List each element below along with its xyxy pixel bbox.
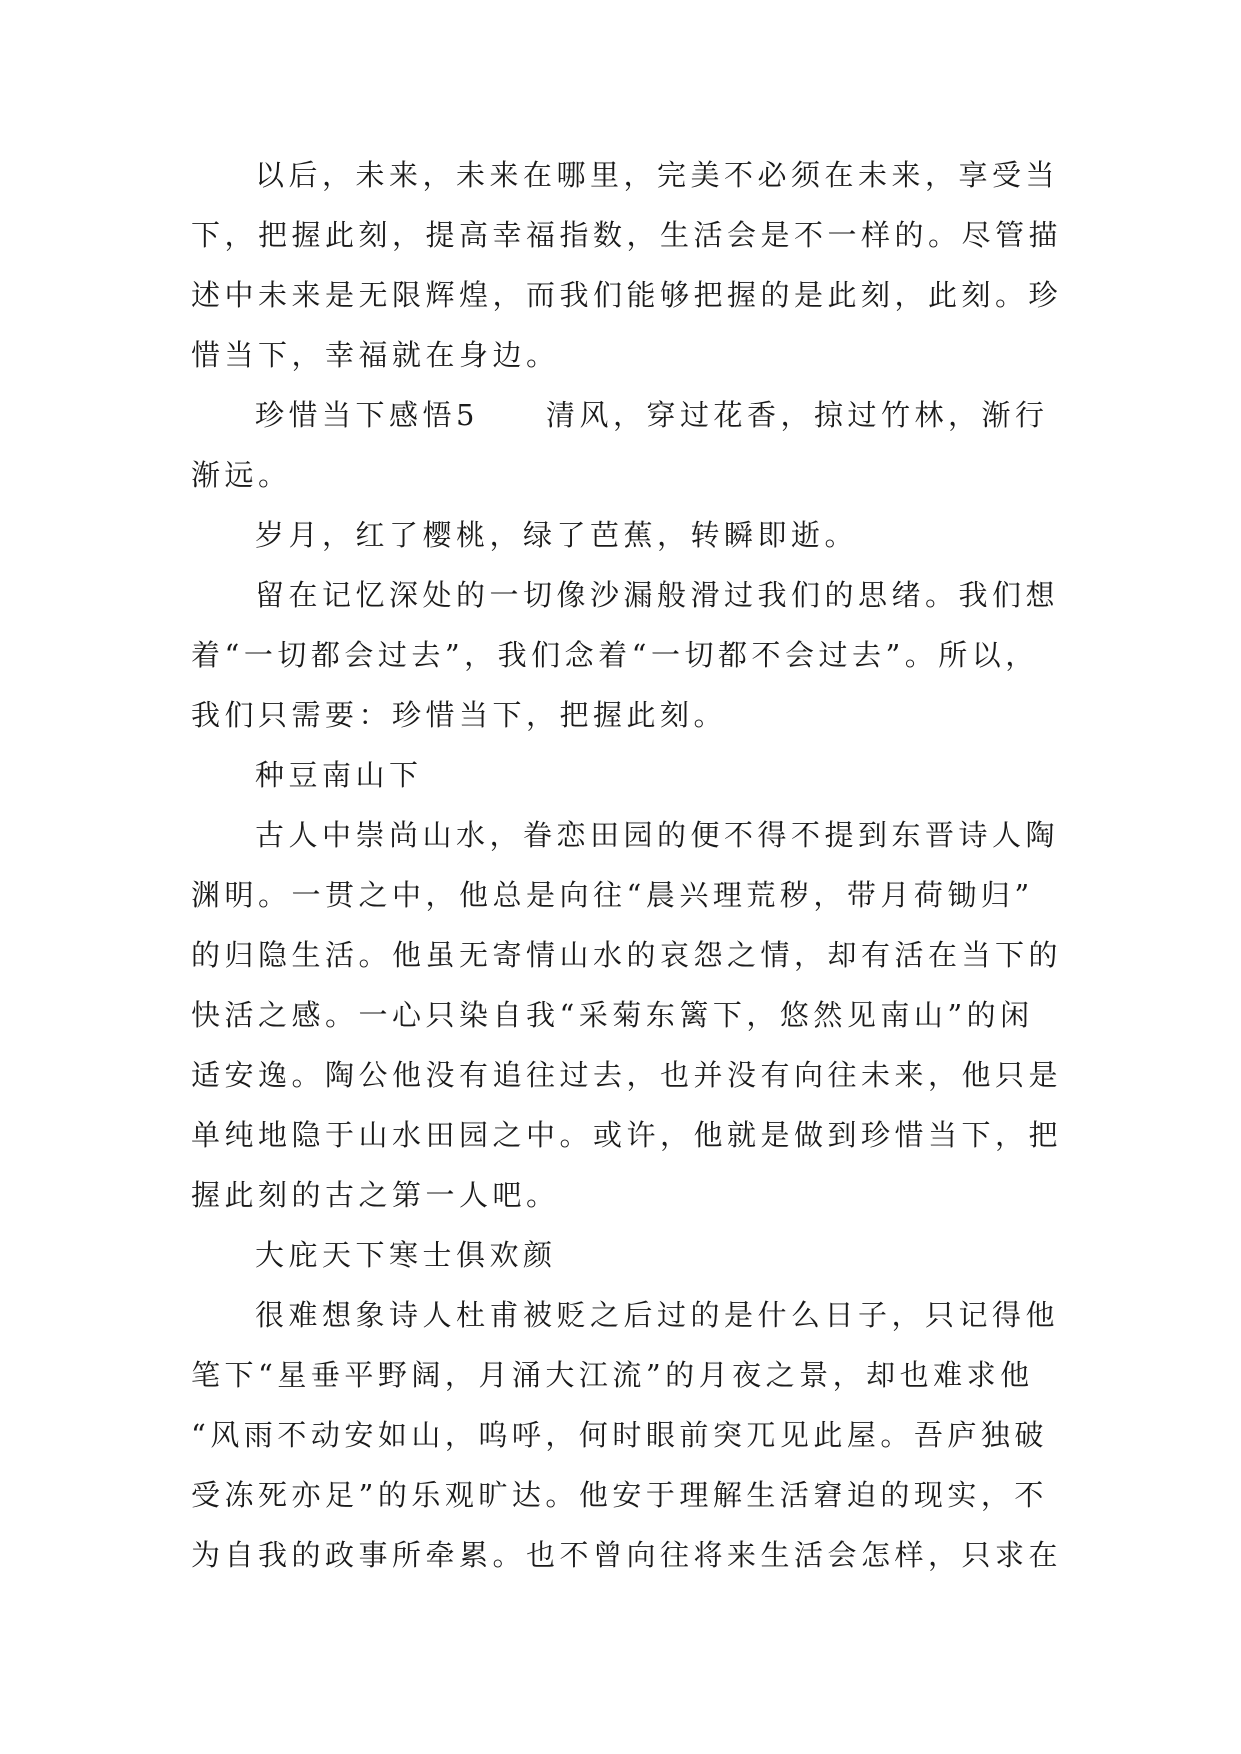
text-line: “风雨不动安如山，呜呼，何时眼前突兀见此屋。吾庐独破 [191, 1418, 1048, 1452]
text-line: 述中未来是无限辉煌，而我们能够把握的是此刻，此刻。珍 [191, 278, 1063, 312]
text-line: 为自我的政事所牵累。也不曾向往将来生活会怎样，只求在 [191, 1538, 1063, 1572]
text-line: 渊明。一贯之中，他总是向往“晨兴理荒秽，带月荷锄归” [191, 878, 1034, 912]
body-text [191, 145, 1061, 1585]
text-line: 单纯地隐于山水田园之中。或许，他就是做到珍惜当下，把 [191, 1118, 1063, 1152]
text-line: 受冻死亦足”的乐观旷达。他安于理解生活窘迫的现实，不 [191, 1478, 1048, 1512]
text-line: 适安逸。陶公他没有追往过去，也并没有向往未来，他只是 [191, 1058, 1063, 1092]
text-line: 我们只需要：珍惜当下，把握此刻。 [191, 698, 728, 732]
section-heading-line: 珍惜当下感悟5 清风，穿过花香，掠过竹林，渐行 [255, 398, 1049, 432]
text-line: 古人中崇尚山水，眷恋田园的便不得不提到东晋诗人陶 [255, 818, 1060, 852]
text-line: 很难想象诗人杜甫被贬之后过的是什么日子，只记得他 [255, 1298, 1060, 1332]
text-line: 笔下“星垂平野阔，月涌大江流”的月夜之景，却也难求他 [191, 1358, 1034, 1392]
text-line: 的归隐生活。他虽无寄情山水的哀怨之情，却有活在当下的 [191, 938, 1063, 972]
text-line: 以后，未来，未来在哪里，完美不必须在未来，享受当 [255, 158, 1060, 192]
text-line: 岁月，红了樱桃，绿了芭蕉，转瞬即逝。 [255, 518, 859, 552]
subheading: 种豆南山下 [255, 758, 423, 792]
subheading: 大庇天下寒士俱欢颜 [255, 1238, 557, 1272]
text-line: 下，把握此刻，提高幸福指数，生活会是不一样的。尽管描 [191, 218, 1063, 252]
text-line: 渐远。 [191, 458, 292, 492]
text-line: 着“一切都会过去”，我们念着“一切都不会过去”。所以， [191, 638, 1039, 672]
text-line: 握此刻的古之第一人吧。 [191, 1178, 560, 1212]
text-line: 惜当下，幸福就在身边。 [191, 338, 560, 372]
text-line: 留在记忆深处的一切像沙漏般滑过我们的思绪。我们想 [255, 578, 1060, 612]
text-line: 快活之感。一心只染自我“采菊东篱下，悠然见南山”的闲 [191, 998, 1034, 1032]
